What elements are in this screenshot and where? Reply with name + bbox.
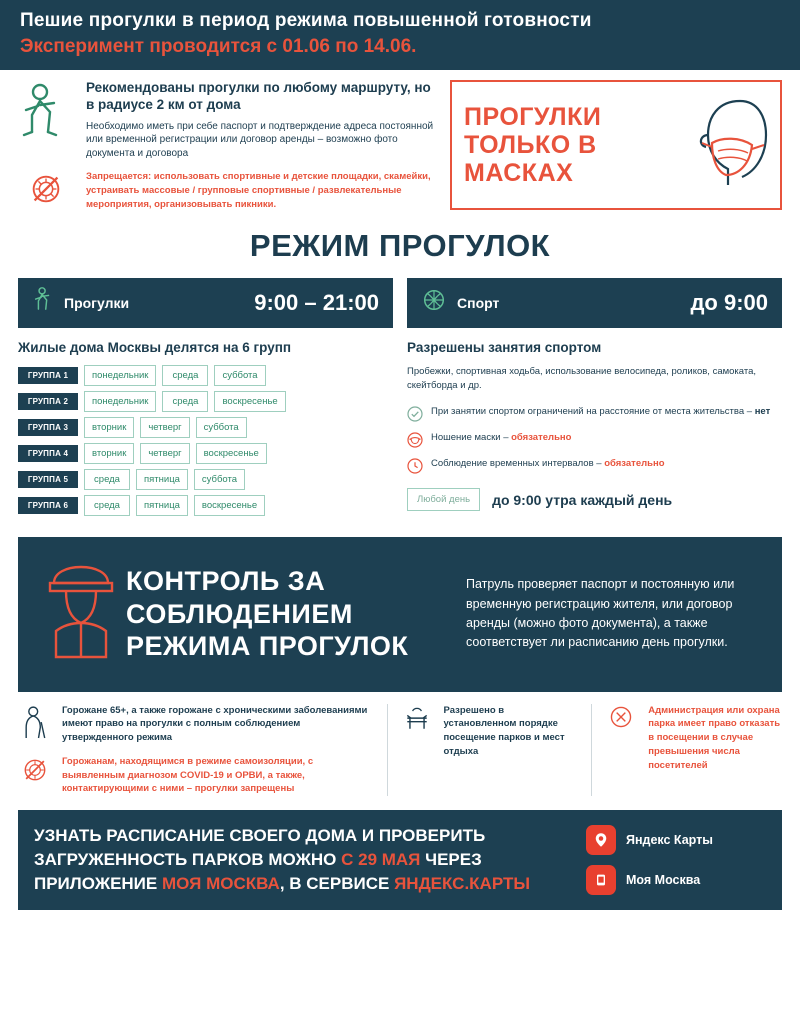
recommend-column [18,80,438,212]
note-text: Разрешено в установленном порядке посещение парков и мест отдыха [443,704,565,757]
walking-person-icon [32,286,54,319]
walks-column [18,278,393,521]
app-label: Моя Москва [626,872,701,887]
basketball-icon [421,287,447,318]
schedule-columns [0,278,800,521]
sport-column [407,278,782,521]
group-tag: ГРУППА 5 [18,471,78,488]
group-row [18,443,393,464]
day-chip: среда [162,391,208,412]
anyday-chip: Любой день [407,488,480,511]
recommend-subtitle: Необходимо иметь при себе паспорт и подтверждение адреса постоянной или временной регистрации или договор аренды – возможно фото документа и договора [86,120,434,159]
sport-rule-item [407,431,782,448]
group-tag: ГРУППА 6 [18,497,78,514]
top-info-block [0,70,800,216]
day-chip: суббота [194,469,245,490]
footer-text: УЗНАТЬ РАСПИСАНИЕ СВОЕГО ДОМА И ПРОВЕРИТЬ ЗАГРУЖЕННОСТЬ ПАРКОВ МОЖНО С 29 МАЯ ЧЕРЕЗ ПРИЛОЖЕНИЕ МОЯ МОСКВА, В СЕРВИСЕ ЯНДЕКС.КАРТЫ [34,826,530,893]
note-text: Горожане 65+, а также горожане с хроническими заболеваниями имеют право на прогулки с полным соблюдением утвержденного режима [62,704,368,744]
group-row [18,417,393,438]
mask-notice-text: ПРОГУЛКИ ТОЛЬКО В МАСКАХ [464,103,602,187]
note-item [604,704,782,773]
note-text: Горожанам, находящимся в режиме самоизоляции, с выявленным диагнозом COVID-19 и ОРВИ, а также, контактирующими с ними – прогулки запрещены [62,755,314,795]
elderly-person-icon [18,704,52,742]
day-chip: четверг [140,443,189,464]
anyday-text: до 9:00 утра каждый день [492,491,673,508]
mask-circle-icon [407,432,423,448]
group-tag: ГРУППА 4 [18,445,78,462]
walking-person-icon [18,80,74,151]
masked-face-icon [682,93,774,198]
notes-column-2 [388,704,593,797]
header-subtitle: Эксперимент проводится с 01.06 по 14.06. [20,36,417,57]
clock-circle-icon [407,458,423,474]
app-link-yandex-maps[interactable] [586,825,766,855]
note-text: Администрация или охрана парка имеет право отказать в посещении в случае превышения числа посетителей [648,704,781,771]
sport-note: Пробежки, спортивная ходьба, использование велосипеда, роликов, самоката, скейтборда и др. [407,365,757,391]
day-chip: суббота [214,365,265,386]
police-officer-icon [36,557,126,672]
note-item [18,755,373,796]
group-row [18,495,393,516]
check-circle-icon [407,406,423,422]
day-chip: среда [162,365,208,386]
notes-section [0,692,800,797]
control-title: КОНТРОЛЬ ЗА СОБЛЮДЕНИЕМ РЕЖИМА ПРОГУЛОК [126,566,409,662]
sport-rule-text: Соблюдение временных интервалов – обязательно [431,458,665,470]
group-tag: ГРУППА 1 [18,367,78,384]
yandex-maps-icon [586,825,616,855]
header-title: Пешие прогулки в период режима повышенной готовности [20,10,592,31]
sport-subtitle: Разрешены занятия спортом [407,339,602,355]
regime-title: РЕЖИМ ПРОГУЛОК [249,227,551,263]
group-row [18,469,393,490]
no-virus-icon [18,170,74,208]
group-tag: ГРУППА 3 [18,419,78,436]
day-chip: вторник [84,443,134,464]
day-chip: суббота [196,417,247,438]
app-label: Яндекс Карты [626,832,713,847]
moya-moskva-icon [586,865,616,895]
control-band [18,537,782,692]
control-text: Патруль проверяет паспорт и постоянную или временную регистрацию жителя, или договор аренды (можно фото документа), а также соответствует ли расписанию день прогулки. [466,577,735,650]
note-item [18,704,373,745]
footer-apps [586,825,766,895]
day-chip: воскресенье [214,391,285,412]
forbid-text: Запрещается: использовать спортивные и детские площадки, скамейки, устраивать массовые / групповые спортивные / развлекательные мероприятия, организовывать пикники. [86,171,431,210]
page-footer [18,810,782,909]
day-chip: воскресенье [194,495,265,516]
group-row [18,365,393,386]
walks-subtitle: Жилые дома Москвы делятся на 6 групп [18,339,292,355]
cross-circle-icon [604,704,638,730]
notes-column-1 [18,704,388,797]
park-bench-icon [400,704,434,734]
day-chip: пятница [136,469,188,490]
group-tag: ГРУППА 2 [18,393,78,410]
day-chip: понедельник [84,391,156,412]
mask-notice-box [450,80,782,210]
recommend-title: Рекомендованы прогулки по любому маршруту, но в радиусе 2 км от дома [86,80,431,112]
sport-rule-item [407,405,782,422]
walks-time: 9:00 – 21:00 [254,289,379,315]
anyday-row [407,488,782,511]
note-item [400,704,580,759]
walks-label: Прогулки [64,294,130,311]
day-chip: вторник [84,417,134,438]
no-virus-icon [18,755,52,785]
sport-rule-text: При занятии спортом ограничений на расстояние от места жительства – нет [431,406,771,418]
page-header [0,0,800,70]
day-chip: понедельник [84,365,156,386]
walks-header [18,278,393,328]
notes-column-3 [592,704,782,797]
day-chip: воскресенье [196,443,267,464]
group-row [18,391,393,412]
sport-rule-item [407,457,782,474]
sport-header [407,278,782,328]
sport-label: Спорт [457,294,500,311]
day-chip: среда [84,469,130,490]
sport-time: до 9:00 [690,289,768,315]
day-chip: среда [84,495,130,516]
forbid-row [18,170,438,211]
sport-rule-text: Ношение маски – обязательно [431,432,572,444]
day-chip: пятница [136,495,188,516]
day-chip: четверг [140,417,189,438]
app-link-moya-moskva[interactable] [586,865,766,895]
recommend-row [18,80,438,160]
